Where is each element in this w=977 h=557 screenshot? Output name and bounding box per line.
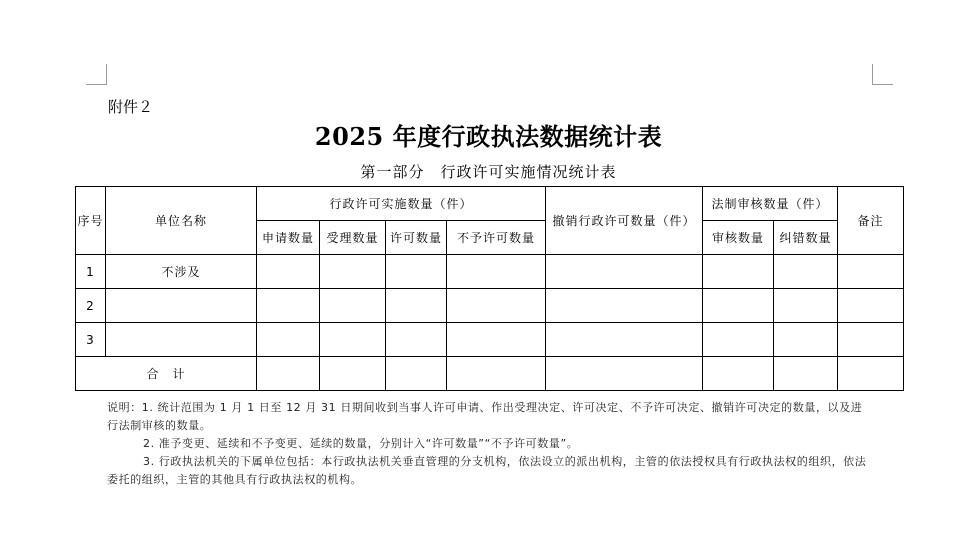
cell [774,357,838,391]
cell [838,255,904,289]
header-permit-count: 许可数量 [386,221,447,255]
attachment-label: 附件２ [108,98,154,116]
cell [838,323,904,357]
cell [386,255,447,289]
cell [838,289,904,323]
cell [546,255,703,289]
cell [774,255,838,289]
cell [703,357,774,391]
cell [774,323,838,357]
cell [447,323,546,357]
header-review-count: 审核数量 [703,221,774,255]
cell [257,323,320,357]
cell [447,289,546,323]
total-row [76,357,904,391]
header-seq: 序号 [76,187,106,255]
total-label: 合 计 [76,357,257,391]
row-seq: 3 [76,323,106,357]
cell [703,289,774,323]
cell [703,323,774,357]
cell [447,255,546,289]
notes-section [107,399,867,489]
cell [703,255,774,289]
cell [257,255,320,289]
cell [320,323,386,357]
note-1: 说明：1. 统计范围为 1 月 1 日至 12 月 31 日期间收到当事人许可申请、作出受理决定、许可决定、不予许可决定、撤销许可决定的数量，以及进行法制审核的数量。 [107,401,863,432]
cell [320,357,386,391]
row-seq: 2 [76,289,106,323]
crop-mark-top-right [872,64,893,85]
note-2: 2. 准予变更、延续和不予变更、延续的数量，分别计入“许可数量”“不予许可数量”。 [143,437,579,450]
table-row [76,289,904,323]
header-revoke: 撤销行政许可数量（件） [546,187,703,255]
header-apply-count: 申请数量 [257,221,320,255]
cell [320,255,386,289]
cell [257,357,320,391]
row-unit [106,323,257,357]
header-row-1 [76,187,904,221]
cell [546,323,703,357]
page-title: 2025 年度行政执法数据统计表 [314,122,663,151]
cell [546,357,703,391]
header-correct-count: 纠错数量 [774,221,838,255]
header-permit-group: 行政许可实施数量（件） [257,187,546,221]
header-remark: 备注 [838,187,904,255]
row-unit: 不涉及 [106,255,257,289]
header-accept-count: 受理数量 [320,221,386,255]
cell [447,357,546,391]
cell [386,289,447,323]
cell [386,323,447,357]
cell [257,289,320,323]
cell [386,357,447,391]
cell [546,289,703,323]
header-unit-name: 单位名称 [106,187,257,255]
note-3: 3. 行政执法机关的下属单位包括：本行政执法机关垂直管理的分支机构，依法设立的派出机构，主管的依法授权具有行政执法权的组织，依法委托的组织，主管的其他具有行政执法权的机构。 [107,455,867,486]
table-row [76,323,904,357]
crop-mark-top-left [86,64,107,85]
table-row [76,255,904,289]
row-unit [106,289,257,323]
statistics-table [75,186,904,391]
cell [838,357,904,391]
page-subtitle: 第一部分 行政许可实施情况统计表 [360,163,617,181]
cell [774,289,838,323]
row-seq: 1 [76,255,106,289]
header-deny-count: 不予许可数量 [447,221,546,255]
header-review-group: 法制审核数量（件） [703,187,838,221]
cell [320,289,386,323]
